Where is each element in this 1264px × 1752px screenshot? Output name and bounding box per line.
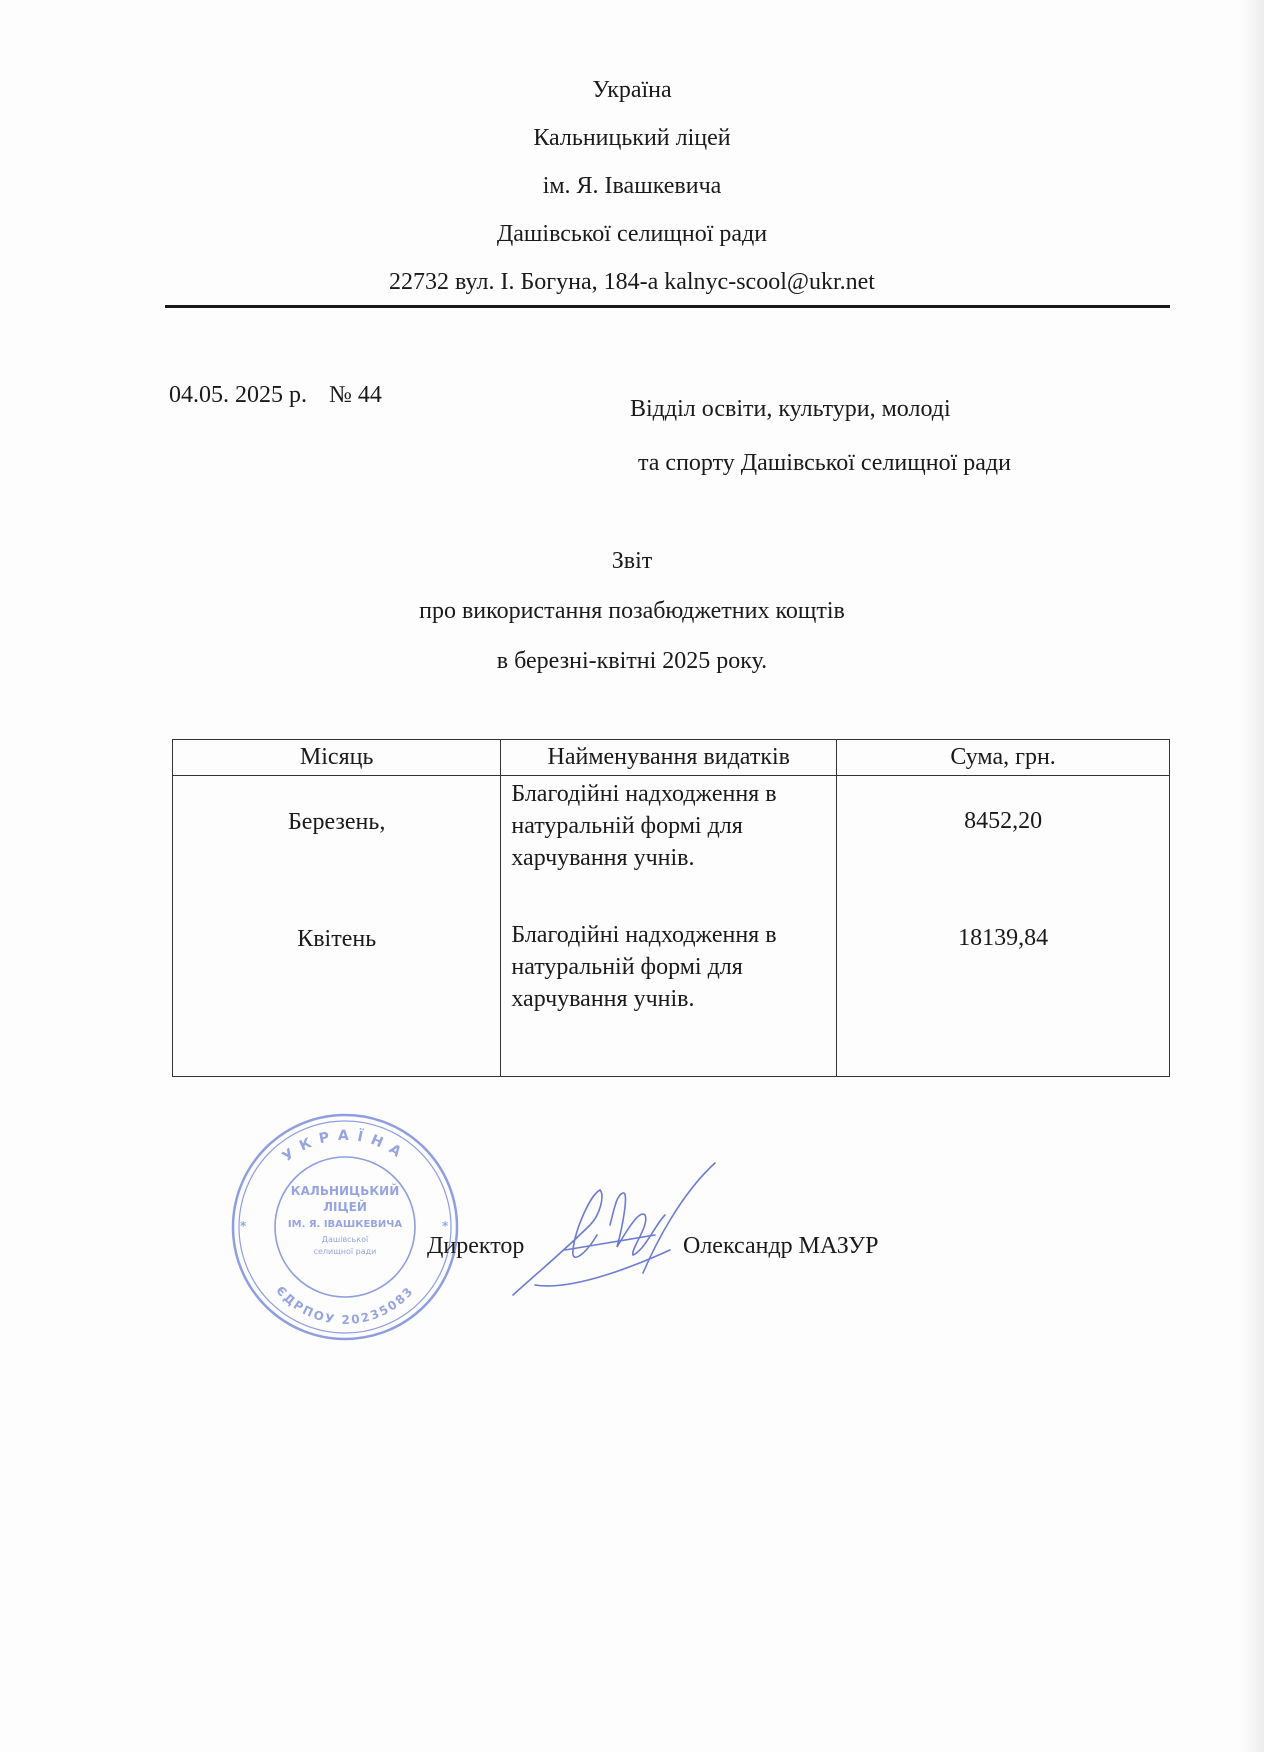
column-header-amount: Сума, грн. (837, 740, 1170, 776)
amount-cell (837, 776, 1170, 1077)
recipient-line-2: та спорту Дашівської селищної ради (638, 450, 1011, 476)
director-position: Директор (427, 1233, 525, 1259)
stamp-ring-top-text: УКРАЇНА (279, 1127, 411, 1166)
letterhead-divider (165, 305, 1170, 308)
director-name: Олександр МАЗУР (683, 1233, 879, 1259)
description-cell (501, 776, 837, 1077)
recipient-line-1: Відділ освіти, культури, молоді (630, 396, 951, 422)
month-april: Квітень (297, 926, 377, 952)
svg-text:УКРАЇНА (280, 1128, 411, 1165)
month-cell (173, 776, 501, 1077)
month-march: Березень, (288, 809, 386, 835)
letter-date: 04.05. 2025 р. (169, 382, 307, 408)
stamp-center-line-5: селищної ради (313, 1247, 377, 1256)
stamp-center-line-2: ЛІЦЕЙ (323, 1200, 367, 1214)
amount-march: 8452,20 (964, 808, 1043, 834)
letter-recipient (630, 382, 1011, 490)
letter-number: № 44 (329, 382, 382, 408)
handwritten-signature (505, 1155, 745, 1305)
stamp-ring-bottom-text: ЄДРПОУ 20235083 (273, 1283, 417, 1328)
report-title (0, 536, 1264, 686)
report-title-line-3: в березні-квітні 2025 року. (496, 648, 768, 674)
column-header-month: Місяць (173, 740, 501, 776)
letterhead-school-name: Кальницький ліцей (533, 125, 731, 151)
table-row (173, 776, 1170, 1077)
letterhead (0, 66, 1264, 306)
stamp-center-line-1: КАЛЬНИЦЬКИЙ (290, 1184, 400, 1198)
stamp-center-line-3: ІМ. Я. ІВАШКЕВИЧА (287, 1219, 403, 1230)
description-april: Благодійні надходження в натуральній формі для харчування учнів. (511, 922, 777, 1012)
expenses-table (172, 739, 1170, 1077)
stamp-star-left: * (240, 1219, 247, 1233)
stamp-center-line-4: Дашівської (321, 1235, 369, 1244)
column-header-description: Найменування видатків (501, 740, 837, 776)
letterhead-address: 22732 вул. І. Богуна, 184-а kalnyc-scool@ukr.net (389, 269, 875, 295)
letterhead-country: Україна (592, 77, 672, 103)
amount-april: 18139,84 (958, 925, 1049, 951)
letterhead-council: Дашівської селищної ради (496, 221, 768, 247)
report-title-line-1: Звіт (611, 548, 653, 574)
letter-date-number (169, 382, 382, 409)
description-march: Благодійні надходження в натуральній формі для харчування учнів. (511, 781, 777, 871)
letterhead-named-after: ім. Я. Івашкевича (542, 173, 722, 199)
official-seal-stamp (228, 1110, 462, 1344)
table-header-row (173, 740, 1170, 776)
report-title-line-2: про використання позабюджетних кощтів (419, 598, 845, 624)
stamp-star-right: * (442, 1219, 449, 1233)
